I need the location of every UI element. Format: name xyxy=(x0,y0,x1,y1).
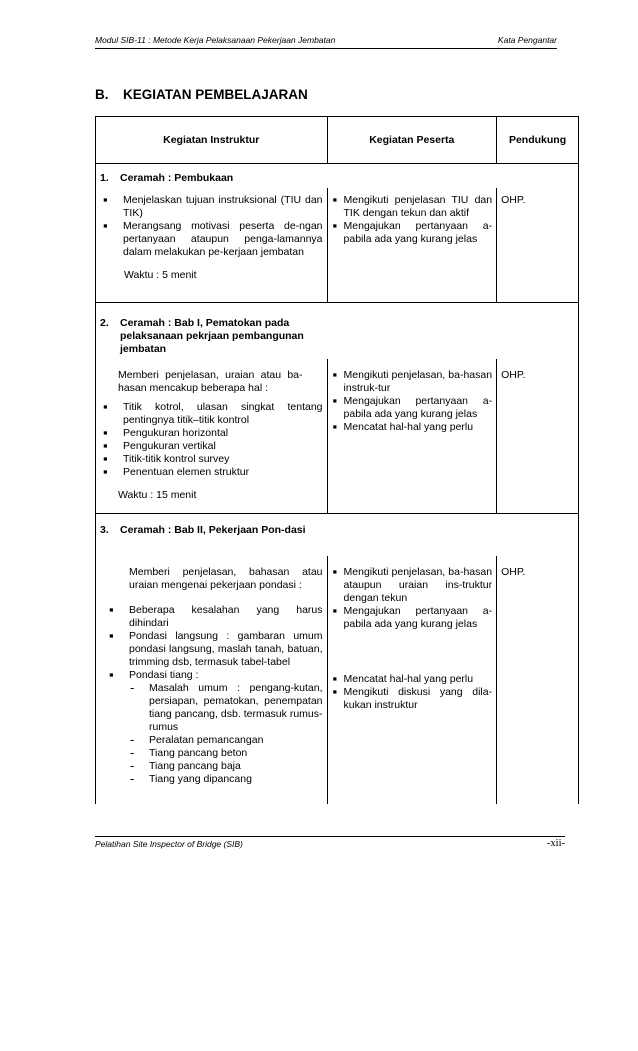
row-title-text: Ceramah : Pembukaan xyxy=(120,172,234,184)
table-header-row xyxy=(96,117,579,164)
section-title xyxy=(95,87,308,102)
peserta-list xyxy=(332,566,493,631)
peserta-list xyxy=(332,194,493,246)
section-number: B. xyxy=(95,87,109,102)
list-item: ▪ Mengikuti penjelasan, ba-hasan instruk-tur xyxy=(332,369,493,395)
list-item: ▪ Titik-titik kontrol survey xyxy=(98,453,323,466)
list-item: ▪ Beberapa kesalahan yang harus dihindari xyxy=(104,604,323,630)
peserta-cell xyxy=(327,188,497,303)
table-row xyxy=(96,303,579,360)
row-title-text: Ceramah : Bab I, Pematokan pada pelaksanaan pekrjaan pembangunan jembatan xyxy=(120,317,304,355)
footer-title: Pelatihan Site Inspector of Bridge (SIB) xyxy=(95,839,243,849)
instruktur-list xyxy=(98,604,323,786)
sub-list-item: - Tiang yang dipancang xyxy=(129,773,323,786)
list-item: ▪ Mencatat hal-hal yang perlu xyxy=(332,673,493,686)
sub-list xyxy=(129,682,323,786)
page-header xyxy=(95,34,557,49)
instruktur-cell xyxy=(96,556,328,804)
instruktur-list xyxy=(98,194,323,259)
instruktur-list xyxy=(98,401,323,479)
intro-text: Memberi penjelasan, uraian atau ba-hasan mencakup beberapa hal : xyxy=(118,369,303,394)
waktu-label: Waktu : 5 menit xyxy=(124,268,197,281)
column-header-instruktur: Kegiatan Instruktur xyxy=(96,117,328,164)
list-item: ▪ Pengukuran vertikal xyxy=(98,440,323,453)
peserta-cell xyxy=(327,359,497,513)
peserta-list xyxy=(332,369,493,434)
activity-table xyxy=(95,116,579,804)
pendukung-text: OHP. xyxy=(501,369,526,381)
section-heading: KEGIATAN PEMBELAJARAN xyxy=(123,87,308,102)
list-item: ▪ Penentuan elemen struktur xyxy=(98,466,323,479)
pendukung-cell xyxy=(497,188,579,303)
list-item: ▪ Pengukuran horizontal xyxy=(98,427,323,440)
table-row xyxy=(96,513,579,556)
pendukung-text: OHP. xyxy=(501,565,526,578)
sub-list-item: - Masalah umum : pengang-kutan, persiapan, pematokan, penempatan tiang pancang, dsb. termasuk rumus-rumus xyxy=(129,682,323,734)
list-item xyxy=(104,669,323,786)
sub-list-item: - Tiang pancang beton xyxy=(129,747,323,760)
row-title xyxy=(96,164,578,185)
header-module-title: Modul SIB-11 : Metode Kerja Pelaksanaan Pekerjaan Jembatan xyxy=(95,35,336,45)
row-number: 2. xyxy=(100,317,109,329)
pendukung-cell xyxy=(497,556,579,804)
peserta-cell xyxy=(327,556,497,804)
column-header-pendukung: Pendukung xyxy=(497,117,579,164)
sub-list-item: - Tiang pancang baja xyxy=(129,760,323,773)
intro-text: Memberi penjelasan, bahasan atau uraian mengenai pekerjaan pondasi : xyxy=(129,565,323,591)
instruktur-cell xyxy=(96,188,328,303)
instruktur-cell xyxy=(96,359,328,513)
list-item: ▪ Mencatat hal-hal yang perlu xyxy=(332,421,493,434)
list-item: ▪ Menjelaskan tujuan instruksional (TIU dan TIK) xyxy=(98,194,323,220)
table-row xyxy=(96,556,579,804)
row-number: 3. xyxy=(100,523,109,536)
page-number: -xii- xyxy=(546,838,565,849)
peserta-list xyxy=(332,673,493,712)
waktu-label: Waktu : 15 menit xyxy=(118,489,197,501)
list-item: ▪ Titik kotrol, ulasan singkat tentang pentingnya titik–titik kontrol xyxy=(98,401,323,427)
table-row xyxy=(96,188,579,303)
column-header-peserta: Kegiatan Peserta xyxy=(327,117,497,164)
header-chapter-title: Kata Pengantar xyxy=(497,35,557,45)
sub-list-item: - Peralatan pemancangan xyxy=(129,734,323,747)
list-item-text: Pondasi tiang : xyxy=(129,668,199,681)
list-item: ▪ Mengajukan pertanyaan a-pabila ada yang kurang jelas xyxy=(332,220,493,246)
page-footer xyxy=(95,836,565,851)
list-item: ▪ Mengikuti penjelasan TIU dan TIK dengan tekun dan aktif xyxy=(332,194,493,220)
list-item: ▪ Pondasi langsung : gambaran umum pondasi langsung, maslah tanah, batuan, trimming dsb, termasuk tabel-tabel xyxy=(104,630,323,669)
list-item: ▪ Mengikuti diskusi yang dila-kukan instruktur xyxy=(332,686,493,712)
list-item: ▪ Merangsang motivasi peserta de-ngan pertanyaan ataupun penga-lamannya dalam melakukan pe-kerjaan jembatan xyxy=(98,220,323,259)
row-title xyxy=(96,514,325,537)
list-item: ▪ Mengajukan pertanyaan a-pabila ada yang kurang jelas xyxy=(332,395,493,421)
table-row xyxy=(96,359,579,513)
table-row xyxy=(96,164,579,188)
row-title xyxy=(96,303,325,356)
pendukung-text: OHP. xyxy=(501,193,526,206)
row-title-text: Ceramah : Bab II, Pekerjaan Pon-dasi xyxy=(120,523,306,536)
pendukung-cell xyxy=(497,359,579,513)
row-number: 1. xyxy=(100,172,109,184)
list-item: ▪ Mengikuti penjelasan, ba-hasan ataupun uraian ins-truktur dengan tekun xyxy=(332,566,493,605)
list-item: ▪ Mengajukan pertanyaan a-pabila ada yang kurang jelas xyxy=(332,605,493,631)
